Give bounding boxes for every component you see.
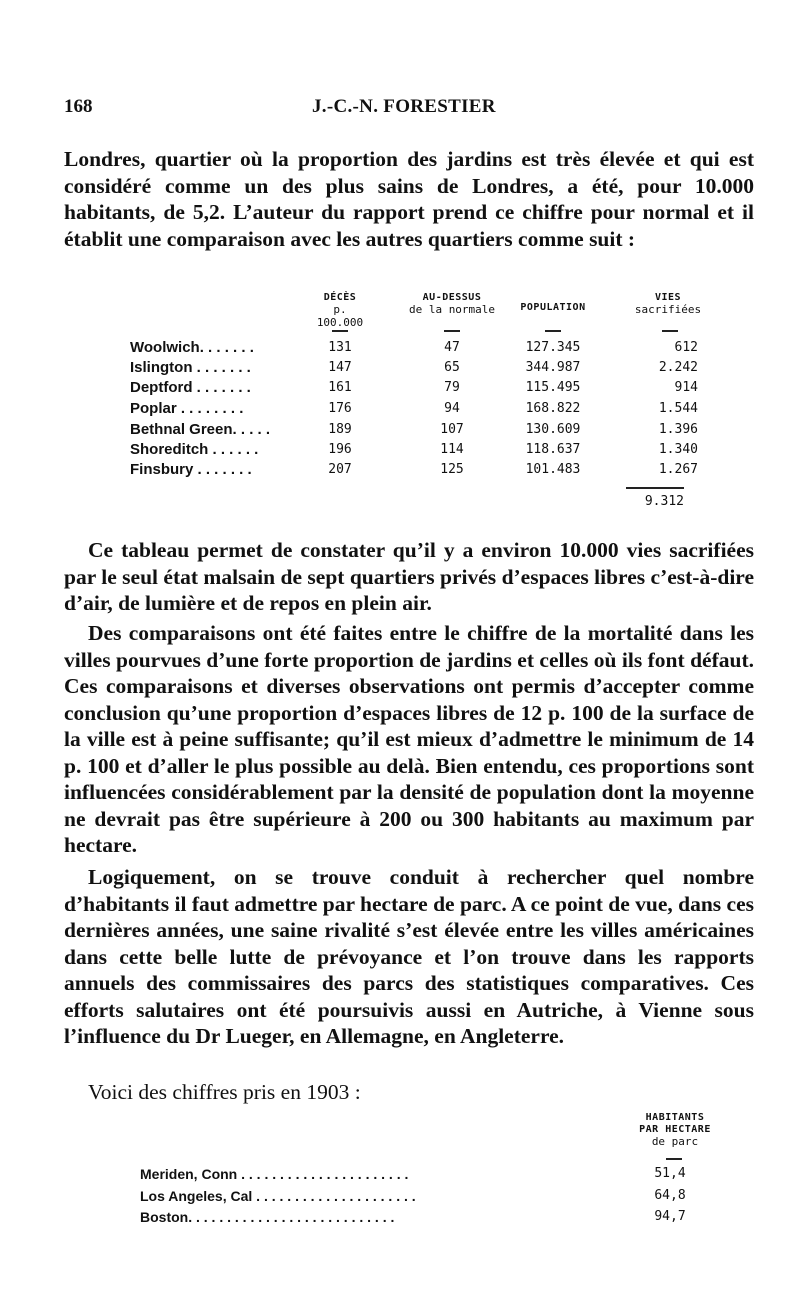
lives-value: 1.267 [658,462,698,477]
header-above-normal-title: AU-DESSUS [422,292,482,303]
paragraph-table-comment: Ce tableau permet de constater qu’il y a environ 10.000 vies sacrifiées par le seul état malsain de sept quartiers privés d’espaces libres c’est-à-dire d’air, de lumière et de repos en plein air. [64,538,754,615]
district-name: Woolwich. . . . . . . [130,339,254,356]
population-value: 127.345 [525,340,581,355]
district-name: Deptford . . . . . . . [130,379,251,396]
density-header-line2: PAR HECTARE [639,1124,711,1135]
city-name: Boston. . . . . . . . . . . . . . . . . . . . . . . . . . . [140,1209,395,1225]
population-value: 118.637 [525,442,581,457]
district-name: Islington . . . . . . . [130,359,251,376]
density-value: 51,4 [654,1166,686,1181]
above-normal-value: 114 [440,442,464,457]
running-title: J.-C.-N. FORESTIER [312,96,496,117]
density-value: 64,8 [654,1188,686,1203]
page-number: 168 [64,96,93,117]
header-lives-sub: sacrifiées [634,303,702,316]
paragraph-figures-intro: Voici des chiffres pris en 1903 : [88,1080,361,1104]
population-value: 168.822 [525,401,581,416]
running-head [0,96,800,120]
header-population: POPULATION [520,302,586,313]
deces-value: 131 [328,340,352,355]
district-name: Shoreditch . . . . . . [130,441,259,458]
density-header-line3: de parc [651,1135,699,1148]
district-name: Poplar . . . . . . . . [130,400,244,417]
header-deces [316,292,364,330]
lives-value: 1.396 [658,422,698,437]
deces-value: 207 [328,462,352,477]
header-above-normal [404,292,500,317]
header-dash [332,330,348,332]
deces-value: 176 [328,401,352,416]
above-normal-value: 79 [444,380,460,395]
total-rule [626,487,684,489]
lives-value: 2.242 [658,360,698,375]
density-header [620,1112,730,1149]
population-value: 115.495 [525,380,581,395]
header-deces-title: DÉCÈS [323,292,357,303]
density-value: 94,7 [654,1209,686,1224]
header-dash [545,330,561,332]
lives-value: 612 [674,340,698,355]
above-normal-value: 47 [444,340,460,355]
lives-value: 1.340 [658,442,698,457]
lives-value: 1.544 [658,401,698,416]
city-name: Los Angeles, Cal . . . . . . . . . . . . . . . . . . . . . [140,1188,416,1204]
header-dash [444,330,460,332]
district-name: Finsbury . . . . . . . [130,461,252,478]
city-name: Meriden, Conn . . . . . . . . . . . . . . . . . . . . . . [140,1166,409,1182]
paragraph-intro: Londres, quartier où la proportion des jardins est très élevée et qui est considéré comme un des plus sains de Londres, a été, pour 10.000 habitants, de 5,2. L’auteur du rapport prend ce chiffre pour normal et il établit une comparaison avec les autres quartiers comme suit : [64,147,754,251]
population-value: 130.609 [525,422,581,437]
lives-total: 9.312 [644,494,684,509]
deces-value: 196 [328,442,352,457]
above-normal-value: 65 [444,360,460,375]
population-value: 101.483 [525,462,581,477]
deces-value: 147 [328,360,352,375]
header-above-normal-sub: de la normale [408,303,496,316]
deces-value: 161 [328,380,352,395]
header-dash [662,330,678,332]
district-name: Bethnal Green. . . . . [130,421,271,438]
deces-value: 189 [328,422,352,437]
density-header-line1: HABITANTS [645,1112,705,1123]
population-value: 344.987 [525,360,581,375]
paragraph-park-density: Logiquement, on se trouve conduit à rechercher quel nombre d’habitants il faut admettre par hectare de parc. A ce point de vue, dans ces dernières années, une saine rivalité s’est élevée entre les villes américaines dans cette belle lutte de prévoyance et l’on trouve dans les rapports annuels des commissaires des parcs des statistiques comparatives. Ces efforts salutaires ont été poursuivis aussi en Autriche, à Vienne sous l’influence du Dr Lueger, en Allemagne, en Angleterre. [64,865,754,1048]
above-normal-value: 107 [440,422,464,437]
header-lives-title: VIES [654,292,682,303]
paragraph-comparisons: Des comparaisons ont été faites entre le chiffre de la mortalité dans les villes pourvues d’une forte proportion de jardins et celles où ils font défaut. Ces comparaisons et diverses observations ont permis d’accepter comme conclusion qu’une proportion d’espaces libres de 12 p. 100 de la surface de la ville est à peine suffisante; qu’il est mieux d’admettre le minimum de 14 p. 100 et d’aller le plus possible au delà. Bien entendu, ces proportions sont influencées considérablement par la densité de population dont la moyenne ne devrait pas être supérieure à 200 ou 300 habitants au maximum par hectare. [64,621,754,857]
density-header-dash [666,1158,682,1160]
lives-value: 914 [674,380,698,395]
header-lives [630,292,706,317]
above-normal-value: 125 [440,462,464,477]
above-normal-value: 94 [444,401,460,416]
header-deces-unit: p. 100.000 [316,303,364,329]
